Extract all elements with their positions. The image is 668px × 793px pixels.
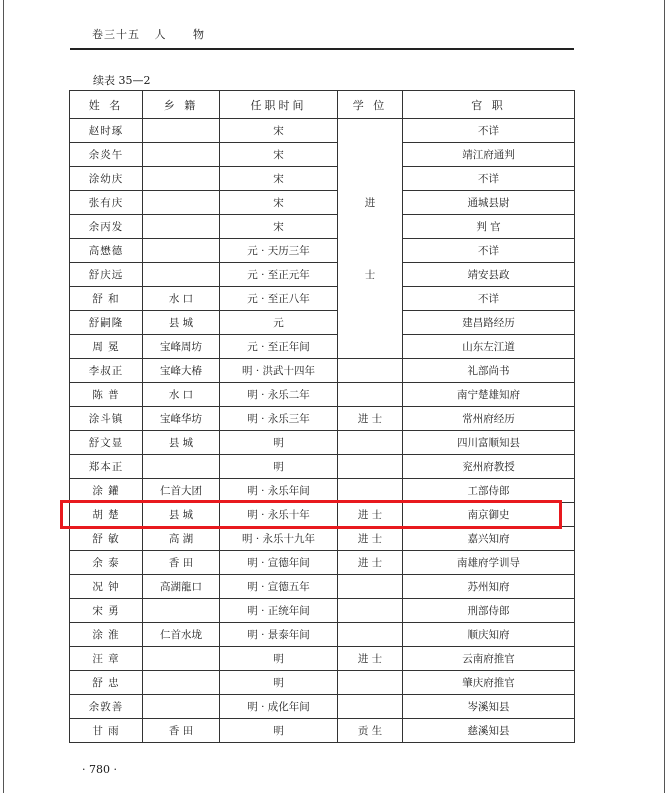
cell-degree: 贡 生 [338, 719, 403, 743]
cell-tenure: 明 [220, 671, 338, 695]
cell-name: 宋 勇 [70, 599, 143, 623]
degree-char-top: 进 [364, 196, 376, 209]
table-row [70, 119, 575, 143]
cell-name: 舒嗣隆 [70, 311, 143, 335]
cell-office: 靖安县政 [403, 263, 575, 287]
degree-char-bottom: 士 [364, 268, 376, 281]
cell-office: 岑溪知县 [403, 695, 575, 719]
highlight-box [60, 500, 562, 529]
cell-tenure: 明 · 成化年间 [220, 695, 338, 719]
personnel-table [69, 90, 575, 743]
cell-office: 兖州府教授 [403, 455, 575, 479]
cell-name: 郑本正 [70, 455, 143, 479]
cell-tenure: 元 · 至正元年 [220, 263, 338, 287]
cell-office: 不详 [403, 167, 575, 191]
cell-degree [338, 599, 403, 623]
cell-degree: 进 士 [338, 647, 403, 671]
cell-name: 甘 雨 [70, 719, 143, 743]
cell-tenure: 明 · 正统年间 [220, 599, 338, 623]
page-border-left [3, 0, 4, 793]
cell-tenure: 明 · 宣德年间 [220, 551, 338, 575]
cell-tenure: 明 · 景泰年间 [220, 623, 338, 647]
cell-office: 不详 [403, 287, 575, 311]
cell-origin: 仁首水垅 [143, 623, 220, 647]
cell-degree [338, 431, 403, 455]
cell-origin [143, 215, 220, 239]
cell-origin [143, 119, 220, 143]
running-header [92, 26, 215, 42]
cell-tenure: 元 · 至正八年 [220, 287, 338, 311]
table-row [70, 479, 575, 503]
cell-name: 余敦善 [70, 695, 143, 719]
cell-office: 山东左江道 [403, 335, 575, 359]
cell-degree: 进 士 [338, 503, 403, 527]
table-row [70, 167, 575, 191]
cell-name: 余 泰 [70, 551, 143, 575]
cell-name: 况 钟 [70, 575, 143, 599]
cell-tenure: 元 · 至正年间 [220, 335, 338, 359]
cell-origin: 宝峰周坊 [143, 335, 220, 359]
header-volume: 卷三十五 [92, 28, 140, 41]
cell-name: 张有庆 [70, 191, 143, 215]
cell-name: 涂幼庆 [70, 167, 143, 191]
cell-tenure: 宋 [220, 191, 338, 215]
cell-origin [143, 455, 220, 479]
cell-tenure: 明 [220, 647, 338, 671]
cell-origin: 仁首大团 [143, 479, 220, 503]
cell-office: 通城县尉 [403, 191, 575, 215]
col-header-origin: 乡 籍 [143, 91, 220, 119]
cell-office: 南雄府学训导 [403, 551, 575, 575]
cell-office: 顺庆知府 [403, 623, 575, 647]
table-row [70, 527, 575, 551]
table-row [70, 719, 575, 743]
cell-degree [338, 455, 403, 479]
cell-name: 余丙发 [70, 215, 143, 239]
cell-office: 肇庆府推官 [403, 671, 575, 695]
cell-degree: 进 士 [338, 407, 403, 431]
cell-origin: 高湖龍口 [143, 575, 220, 599]
table-row [70, 647, 575, 671]
cell-degree [338, 479, 403, 503]
cell-tenure: 明 [220, 455, 338, 479]
cell-origin: 香 田 [143, 719, 220, 743]
cell-origin: 高 湖 [143, 527, 220, 551]
cell-name: 高懋德 [70, 239, 143, 263]
cell-office: 不详 [403, 239, 575, 263]
cell-office: 建昌路经历 [403, 311, 575, 335]
cell-degree-merged [338, 119, 403, 359]
cell-degree: 进 士 [338, 527, 403, 551]
cell-name: 涂斗镇 [70, 407, 143, 431]
cell-tenure: 明 · 永乐二年 [220, 383, 338, 407]
table-row [70, 599, 575, 623]
cell-name: 赵时琢 [70, 119, 143, 143]
cell-tenure: 明 · 永乐十九年 [220, 527, 338, 551]
table-row [70, 287, 575, 311]
table-row [70, 239, 575, 263]
col-header-office: 官 职 [403, 91, 575, 119]
cell-office: 礼部尚书 [403, 359, 575, 383]
cell-origin: 县 城 [143, 431, 220, 455]
cell-degree [338, 359, 403, 383]
cell-office: 靖江府通判 [403, 143, 575, 167]
header-section2: 物 [193, 28, 205, 41]
cell-tenure: 明 · 洪武十四年 [220, 359, 338, 383]
table-row [70, 455, 575, 479]
cell-office: 云南府推官 [403, 647, 575, 671]
table-row [70, 695, 575, 719]
cell-origin: 宝峰大椿 [143, 359, 220, 383]
page-border-right [664, 0, 665, 793]
table-row [70, 191, 575, 215]
table-row [70, 263, 575, 287]
table-body [70, 119, 575, 743]
table-row [70, 551, 575, 575]
cell-degree [338, 575, 403, 599]
table-row [70, 623, 575, 647]
table-row [70, 431, 575, 455]
cell-tenure: 明 · 永乐年间 [220, 479, 338, 503]
cell-origin [143, 167, 220, 191]
cell-name: 汪 章 [70, 647, 143, 671]
table-row [70, 671, 575, 695]
table-row [70, 383, 575, 407]
cell-name: 涂 淮 [70, 623, 143, 647]
cell-degree [338, 623, 403, 647]
cell-name: 舒 敏 [70, 527, 143, 551]
cell-tenure: 明 [220, 719, 338, 743]
cell-origin [143, 599, 220, 623]
cell-tenure: 明 · 永乐三年 [220, 407, 338, 431]
cell-origin [143, 647, 220, 671]
cell-degree [338, 383, 403, 407]
table-row [70, 359, 575, 383]
cell-degree [338, 671, 403, 695]
cell-tenure: 宋 [220, 215, 338, 239]
cell-tenure: 宋 [220, 119, 338, 143]
header-section: 人 [154, 28, 167, 41]
cell-name: 胡 楚 [70, 503, 143, 527]
cell-office: 工部侍郎 [403, 479, 575, 503]
cell-origin: 县 城 [143, 503, 220, 527]
col-header-tenure: 任职时间 [220, 91, 338, 119]
cell-origin: 香 田 [143, 551, 220, 575]
table-row [70, 335, 575, 359]
cell-origin [143, 239, 220, 263]
cell-origin: 水 口 [143, 287, 220, 311]
cell-name: 陈 普 [70, 383, 143, 407]
table-row [70, 215, 575, 239]
cell-origin [143, 263, 220, 287]
page-number: · 780 · [82, 763, 117, 776]
cell-tenure: 元 [220, 311, 338, 335]
cell-origin: 宝峰华坊 [143, 407, 220, 431]
cell-degree [338, 695, 403, 719]
cell-name: 李叔正 [70, 359, 143, 383]
cell-office: 南宁楚雄知府 [403, 383, 575, 407]
cell-office: 不详 [403, 119, 575, 143]
cell-tenure: 元 · 天历三年 [220, 239, 338, 263]
cell-office: 四川富顺知县 [403, 431, 575, 455]
cell-office: 嘉兴知府 [403, 527, 575, 551]
cell-tenure: 宋 [220, 167, 338, 191]
cell-origin [143, 191, 220, 215]
cell-tenure: 明 · 宣德五年 [220, 575, 338, 599]
cell-tenure: 明 [220, 431, 338, 455]
cell-tenure: 宋 [220, 143, 338, 167]
cell-name: 舒文显 [70, 431, 143, 455]
table-row [70, 143, 575, 167]
table-row [70, 407, 575, 431]
cell-origin [143, 143, 220, 167]
cell-origin: 县 城 [143, 311, 220, 335]
col-header-degree: 学 位 [338, 91, 403, 119]
table-row [70, 311, 575, 335]
table-caption: 续表 35—2 [93, 74, 151, 87]
cell-office: 常州府经历 [403, 407, 575, 431]
table-row [70, 575, 575, 599]
cell-name: 舒 和 [70, 287, 143, 311]
cell-name: 余炎午 [70, 143, 143, 167]
cell-office: 慈溪知县 [403, 719, 575, 743]
cell-name: 舒庆远 [70, 263, 143, 287]
cell-office: 南京御史 [403, 503, 575, 527]
cell-office: 刑部侍郎 [403, 599, 575, 623]
cell-office: 判 官 [403, 215, 575, 239]
header-rule [70, 48, 574, 50]
cell-origin: 水 口 [143, 383, 220, 407]
cell-origin [143, 671, 220, 695]
cell-name: 涂 鑵 [70, 479, 143, 503]
cell-office: 苏州知府 [403, 575, 575, 599]
cell-name: 舒 忠 [70, 671, 143, 695]
col-header-name: 姓 名 [70, 91, 143, 119]
cell-degree: 进 士 [338, 551, 403, 575]
cell-tenure: 明 · 永乐十年 [220, 503, 338, 527]
cell-name: 周 冕 [70, 335, 143, 359]
table-header-row [70, 91, 575, 119]
cell-origin [143, 695, 220, 719]
